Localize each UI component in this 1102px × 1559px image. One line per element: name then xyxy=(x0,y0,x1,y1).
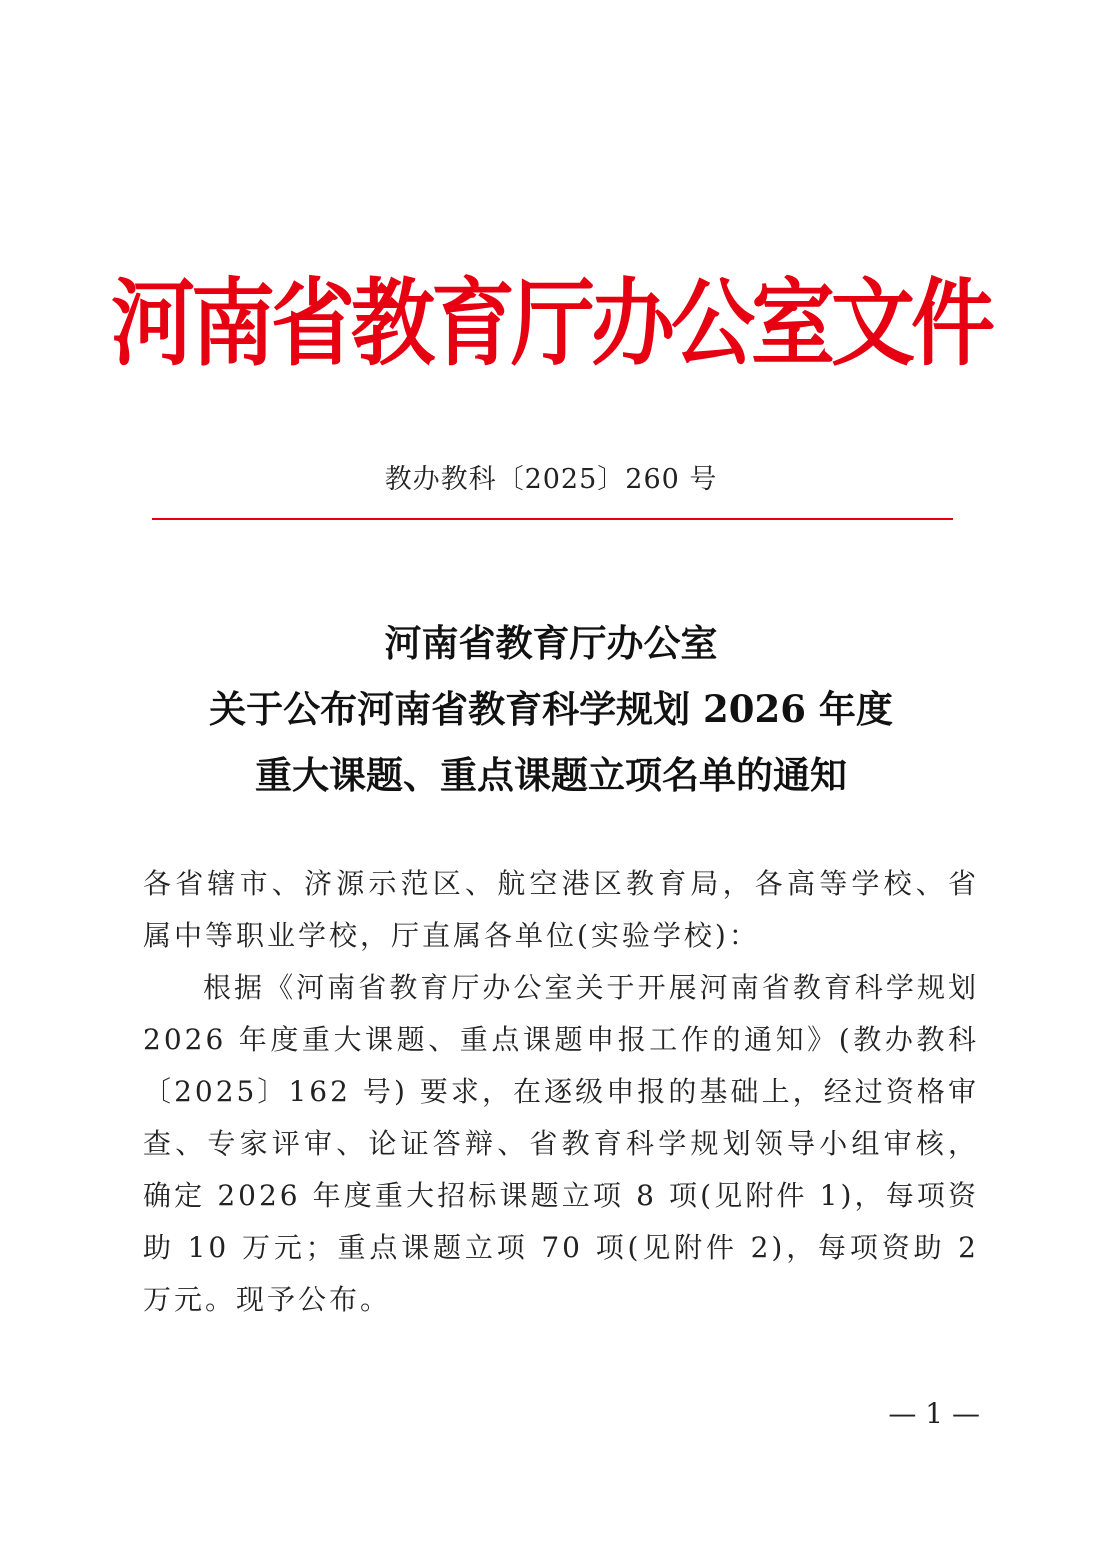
notice-title xyxy=(0,610,1102,808)
red-divider-line xyxy=(152,518,953,520)
title-line-1: 河南省教育厅办公室 xyxy=(384,621,718,665)
page-number: — 1 — xyxy=(888,1397,980,1430)
title-line-3: 重大课题、重点课题立项名单的通知 xyxy=(255,753,847,797)
notice-body xyxy=(143,858,979,1326)
body-paragraph-1: 根据《河南省教育厅办公室关于开展河南省教育科学规划 2026 年度重大课题、重点课题申报工作的通知》(教办教科〔2025〕162 号) 要求，在逐级申报的基础上，经过资格审查、专家评审、论证答辩、省教育科学规划领导小组审核，确定 2026 年度重大招标课题立项 8 项(见附件 1)，每项资助 10 万元；重点课题立项 70 项(见附件 2)，每项资助 2 万元。现予公布。 xyxy=(143,971,979,1316)
document-number: 教办教科〔2025〕260 号 xyxy=(384,464,718,495)
title-line-2: 关于公布河南省教育科学规划 2026 年度 xyxy=(209,687,893,731)
salutation: 各省辖市、济源示范区、航空港区教育局，各高等学校、省属中等职业学校，厅直属各单位(实验学校)： xyxy=(143,867,979,952)
masthead-title: 河南省教育厅办公室文件 xyxy=(110,267,991,379)
